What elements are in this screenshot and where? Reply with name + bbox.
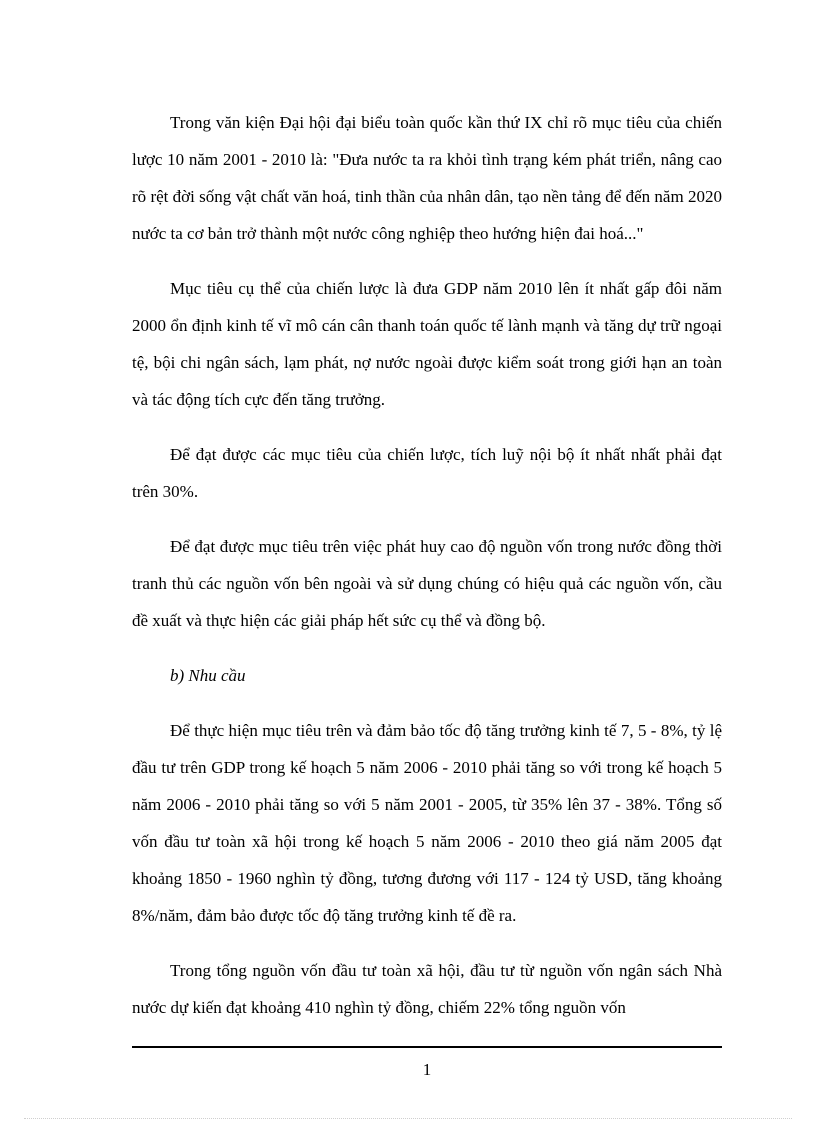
section-subheading: b) Nhu cầu [170, 666, 246, 685]
page-number: 1 [422, 1060, 432, 1079]
document-body [132, 104, 722, 1044]
paragraph-capital-mobilization: Để đạt được mục tiêu trên việc phát huy cao độ nguồn vốn trong nước đồng thời tranh thủ các nguồn vốn bên ngoài và sử dụng chúng có hiệu quả các nguồn vốn, cầu đề xuất và thực hiện các giải pháp hết sức cụ thể và đồng bộ. [132, 537, 722, 630]
paragraph-strategy-goal: Trong văn kiện Đại hội đại biểu toàn quốc kần thứ IX chỉ rõ mục tiêu của chiến lược 10 năm 2001 - 2010 là: "Đưa nước ta ra khỏi tình trạng kém phát triển, nâng cao rõ rệt đời sống vật chất văn hoá, tinh thần của nhân dân, tạo nền tảng để đến năm 2020 nước ta cơ bản trở thành một nước công nghiệp theo hướng hiện đai hoá..." [132, 113, 722, 243]
paragraph-specific-goal: Mục tiêu cụ thể của chiến lược là đưa GDP năm 2010 lên ít nhất gấp đôi năm 2000 ổn định kinh tế vĩ mô cán cân thanh toán quốc tế lành mạnh và tăng dự trữ ngoại tệ, bội chi ngân sách, lạm phát, nợ nước ngoài được kiểm soát trong giới hạn an toàn và tác động tích cực đến tăng trưởng. [132, 279, 722, 409]
paragraph-investment-needs: Để thực hiện mục tiêu trên và đảm bảo tốc độ tăng trưởng kinh tế 7, 5 - 8%, tỷ lệ đầu tư trên GDP trong kế hoạch 5 năm 2006 - 2010 phải tăng so với trong kế hoạch 5 năm 2006 - 2010 phải tăng so với 5 năm 2001 - 2005, từ 35% lên 37 - 38%. Tổng số vốn đầu tư toàn xã hội trong kế hoạch 5 năm 2006 - 2010 theo giá năm 2005 đạt khoảng 1850 - 1960 nghìn tỷ đồng, tương đương với 117 - 124 tỷ USD, tăng khoảng 8%/năm, đảm bảo được tốc độ tăng trưởng kinh tế đề ra. [132, 721, 722, 925]
page-bottom-edge [24, 1118, 792, 1119]
footer-divider [132, 1046, 722, 1048]
paragraph-accumulation: Để đạt được các mục tiêu của chiến lược, tích luỹ nội bộ ít nhất nhất phải đạt trên 30%. [132, 445, 722, 501]
paragraph-state-budget: Trong tổng nguồn vốn đầu tư toàn xã hội, đầu tư từ nguồn vốn ngân sách Nhà nước dự kiến đạt khoảng 410 nghìn tỷ đồng, chiếm 22% tổng nguồn vốn [132, 961, 722, 1017]
